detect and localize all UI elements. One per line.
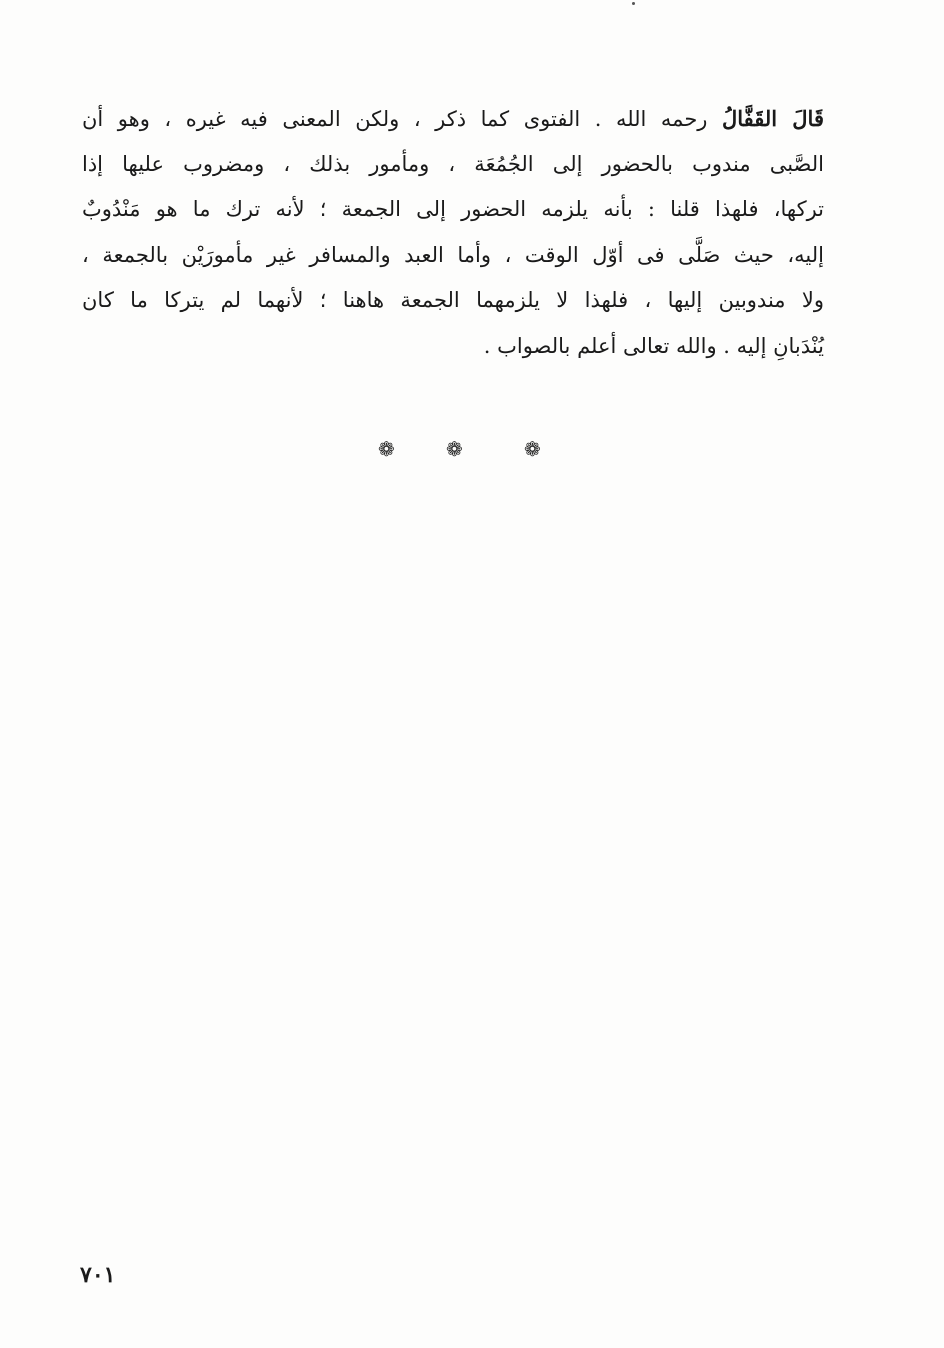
text-line-4: إليه، حيث صَلَّى فى أوّل الوقت ، وأما العبد والمسافر غير مأمورَيْن بالجمعة ،	[82, 242, 824, 267]
ornament-flower-icon: ❁	[524, 437, 541, 461]
scan-mark	[632, 2, 635, 5]
ornament-flower-icon: ❁	[446, 437, 463, 461]
body-paragraph	[82, 96, 824, 369]
text-line-6: يُنْدَبانِ إليه . والله تعالى أعلم بالصواب .	[483, 333, 824, 358]
speaker-name: قَالَ القَفَّالُ	[721, 106, 824, 131]
text-line-5: ولا مندوبين إليها ، فلهذا لا يلزمهما الجمعة هاهنا ؛ لأنهما لم يتركا ما كان	[82, 288, 824, 312]
section-divider	[0, 434, 944, 464]
text-line-2: الصَّبى مندوب بالحضور إلى الجُمُعَة ، ومأمور بذلك ، ومضروب عليها إذا	[82, 151, 824, 176]
text-line-3: تركها، فلهذا قلنا : بأنه يلزمه الحضور إلى الجمعة ؛ لأنه ترك ما هو مَنْدُوبٌ	[82, 197, 824, 221]
ornament-flower-icon: ❁	[378, 437, 395, 461]
text-line-1	[82, 96, 824, 142]
text-line-1-content: رحمه الله . الفتوى كما ذكر ، ولكن المعنى فيه غيره ، وهو أن	[82, 107, 722, 131]
page-number: ٧٠١	[80, 1262, 116, 1288]
